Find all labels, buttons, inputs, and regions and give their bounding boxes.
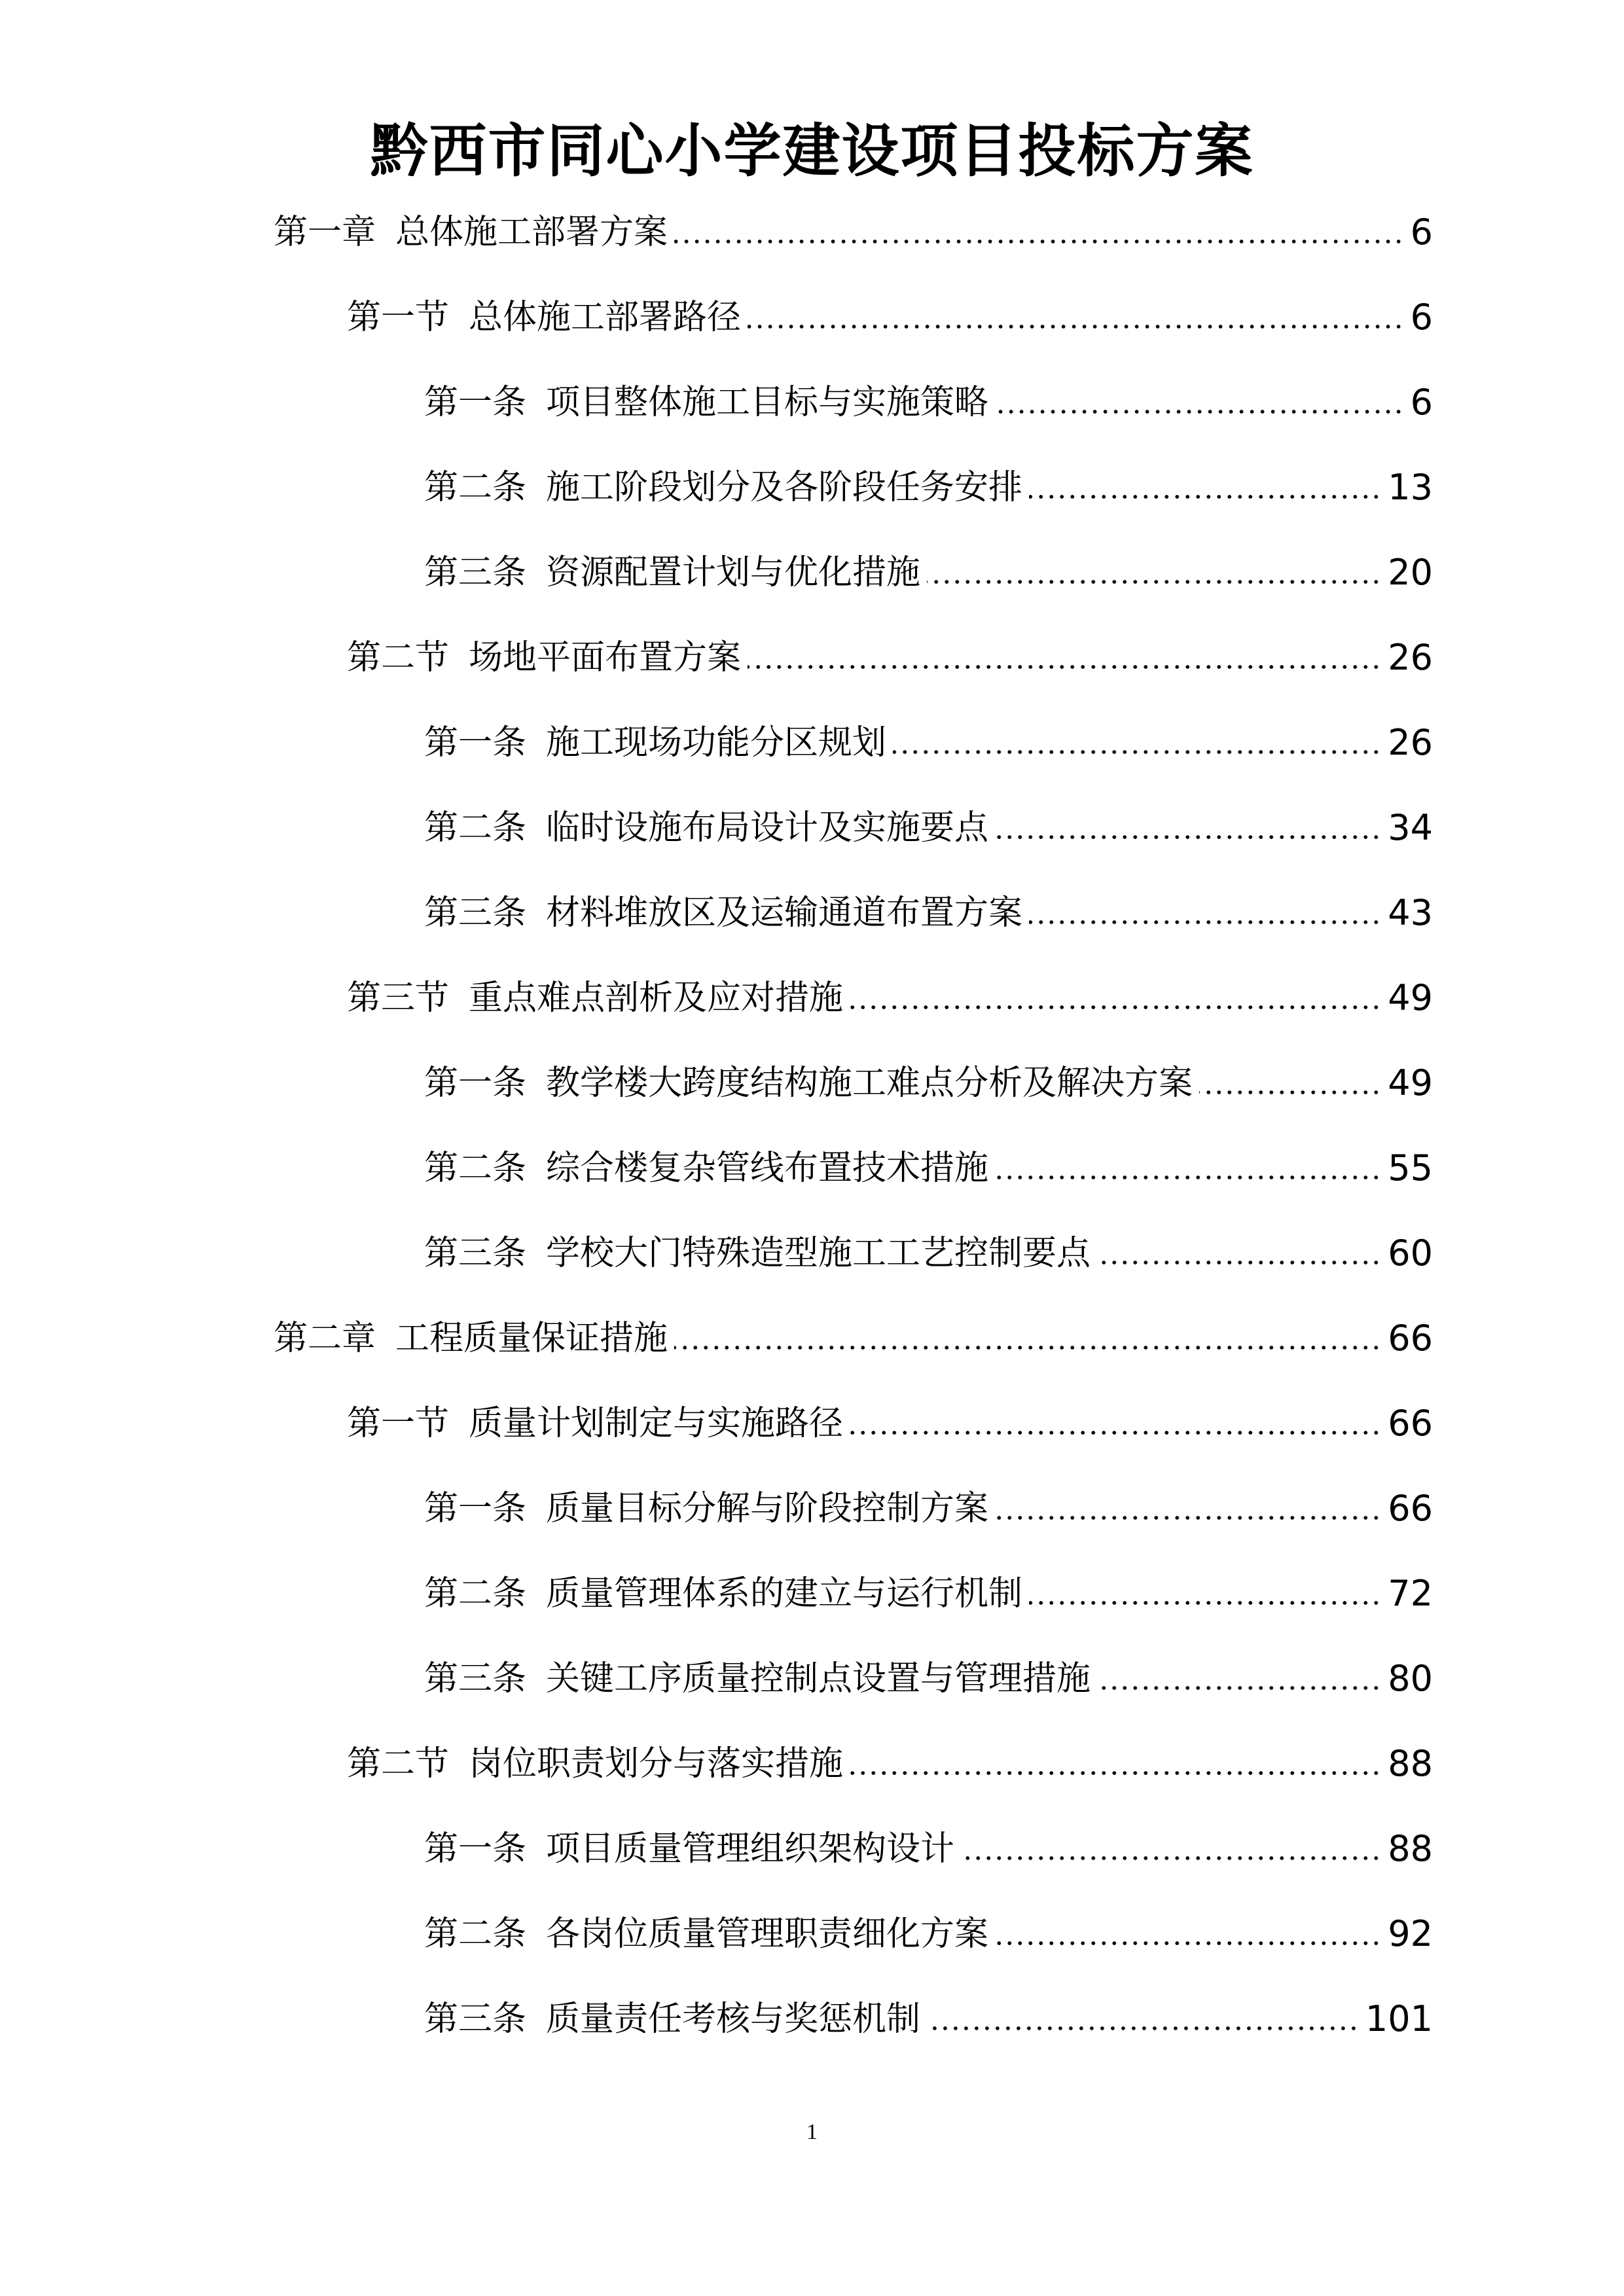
toc-entry-heading: 总体施工部署方案 — [395, 213, 668, 252]
toc-entry-number: 第一条 — [424, 1064, 527, 1103]
toc-entry-number: 第二条 — [424, 1914, 527, 1954]
toc-dot-leader — [1029, 920, 1381, 924]
toc-dot-leader — [1029, 1601, 1381, 1605]
toc-entry-heading: 学校大门特殊造型施工工艺控制要点 — [546, 1234, 1091, 1273]
toc-dot-leader — [1097, 1686, 1381, 1690]
toc-entry-heading: 场地平面布置方案 — [469, 638, 742, 677]
toc-entry[interactable] — [0, 615, 1624, 700]
toc-dot-leader — [927, 580, 1381, 584]
toc-entry[interactable] — [0, 956, 1624, 1041]
table-of-contents — [0, 190, 1624, 2062]
document-title: 黔西市同心小学建设项目投标方案 — [370, 117, 1254, 185]
toc-entry-heading: 工程质量保证措施 — [395, 1319, 668, 1358]
toc-entry-number: 第三节 — [347, 978, 450, 1018]
toc-entry-heading: 综合楼复杂管线布置技术措施 — [546, 1149, 989, 1188]
toc-entry-heading: 教学楼大跨度结构施工难点分析及解决方案 — [546, 1064, 1193, 1103]
toc-entry-number: 第三条 — [424, 553, 527, 592]
toc-dot-leader — [961, 1856, 1381, 1860]
toc-entry-page: 49 — [1388, 1062, 1433, 1103]
toc-entry[interactable] — [0, 1721, 1624, 1806]
toc-entry[interactable] — [0, 360, 1624, 445]
toc-entry[interactable] — [0, 1041, 1624, 1126]
toc-entry[interactable] — [0, 1806, 1624, 1892]
toc-dot-leader — [850, 1005, 1381, 1009]
toc-entry-page: 6 — [1410, 382, 1433, 423]
toc-entry-heading: 临时设施布局设计及实施要点 — [546, 808, 989, 848]
toc-entry-heading: 质量责任考核与奖惩机制 — [546, 2000, 921, 2039]
toc-entry[interactable] — [0, 530, 1624, 615]
toc-entry-page: 49 — [1388, 977, 1433, 1018]
toc-dot-leader — [893, 750, 1381, 754]
toc-entry[interactable] — [0, 1126, 1624, 1211]
toc-entry-page: 20 — [1388, 552, 1433, 593]
toc-dot-leader — [748, 665, 1381, 669]
toc-entry-page: 80 — [1388, 1658, 1433, 1699]
toc-dot-leader — [748, 325, 1404, 329]
toc-entry-heading: 项目质量管理组织架构设计 — [546, 1829, 955, 1869]
toc-dot-leader — [674, 240, 1404, 243]
toc-dot-leader — [1029, 495, 1381, 499]
toc-entry-page: 66 — [1388, 1488, 1433, 1529]
toc-entry[interactable] — [0, 275, 1624, 360]
toc-entry-number: 第二节 — [347, 1744, 450, 1784]
toc-entry[interactable] — [0, 1551, 1624, 1636]
toc-entry-page: 66 — [1388, 1318, 1433, 1359]
toc-dot-leader — [995, 1941, 1381, 1945]
toc-entry-heading: 质量目标分解与阶段控制方案 — [546, 1489, 989, 1528]
toc-entry-heading: 岗位职责划分与落实措施 — [469, 1744, 844, 1784]
toc-entry-number: 第一章 — [274, 213, 376, 252]
toc-entry[interactable] — [0, 190, 1624, 275]
toc-entry[interactable] — [0, 1296, 1624, 1381]
toc-entry-number: 第一节 — [347, 298, 450, 337]
toc-entry-heading: 重点难点剖析及应对措施 — [469, 978, 844, 1018]
toc-entry-page: 72 — [1388, 1573, 1433, 1614]
toc-entry-page: 88 — [1388, 1828, 1433, 1869]
toc-entry-number: 第二条 — [424, 1149, 527, 1188]
toc-entry-number: 第二条 — [424, 808, 527, 848]
toc-entry[interactable] — [0, 1211, 1624, 1296]
toc-entry-page: 34 — [1388, 807, 1433, 848]
toc-entry[interactable] — [0, 1381, 1624, 1466]
toc-entry-page: 6 — [1410, 296, 1433, 338]
toc-entry[interactable] — [0, 870, 1624, 956]
toc-entry-heading: 资源配置计划与优化措施 — [546, 553, 921, 592]
toc-entry-number: 第二条 — [424, 468, 527, 507]
toc-dot-leader — [1097, 1261, 1381, 1265]
toc-entry-number: 第二条 — [424, 1574, 527, 1613]
toc-entry-number: 第三条 — [424, 1234, 527, 1273]
toc-entry[interactable] — [0, 785, 1624, 870]
toc-entry[interactable] — [0, 1892, 1624, 1977]
toc-dot-leader — [674, 1346, 1381, 1350]
toc-entry-number: 第三条 — [424, 893, 527, 933]
toc-entry-page: 92 — [1388, 1913, 1433, 1954]
toc-dot-leader — [1199, 1090, 1381, 1094]
toc-entry-heading: 关键工序质量控制点设置与管理措施 — [546, 1659, 1091, 1698]
toc-entry-heading: 质量管理体系的建立与运行机制 — [546, 1574, 1023, 1613]
toc-entry-page: 55 — [1388, 1147, 1433, 1189]
toc-entry-number: 第一条 — [424, 723, 527, 762]
toc-entry-heading: 施工阶段划分及各阶段任务安排 — [546, 468, 1023, 507]
toc-entry-number: 第三条 — [424, 2000, 527, 2039]
toc-entry-page: 66 — [1388, 1403, 1433, 1444]
toc-dot-leader — [927, 2026, 1359, 2030]
toc-entry-number: 第一条 — [424, 1829, 527, 1869]
toc-entry-heading: 各岗位质量管理职责细化方案 — [546, 1914, 989, 1954]
toc-entry-number: 第二节 — [347, 638, 450, 677]
toc-entry-number: 第三条 — [424, 1659, 527, 1698]
toc-entry-number: 第一节 — [347, 1404, 450, 1443]
toc-dot-leader — [995, 1175, 1381, 1179]
toc-dot-leader — [995, 410, 1404, 414]
toc-entry-heading: 项目整体施工目标与实施策略 — [546, 383, 989, 422]
toc-entry-page: 88 — [1388, 1743, 1433, 1784]
toc-entry-number: 第一条 — [424, 383, 527, 422]
toc-entry-page: 60 — [1388, 1232, 1433, 1274]
toc-entry-page: 43 — [1388, 892, 1433, 933]
toc-entry-page: 26 — [1388, 722, 1433, 763]
toc-entry-page: 101 — [1365, 1998, 1433, 2039]
toc-dot-leader — [995, 835, 1381, 839]
toc-entry-number: 第一条 — [424, 1489, 527, 1528]
toc-entry[interactable] — [0, 1466, 1624, 1551]
toc-entry-heading: 总体施工部署路径 — [469, 298, 742, 337]
toc-entry[interactable] — [0, 445, 1624, 530]
toc-entry[interactable] — [0, 1636, 1624, 1721]
toc-entry-page: 26 — [1388, 637, 1433, 678]
toc-dot-leader — [850, 1771, 1381, 1775]
toc-entry-page: 13 — [1388, 467, 1433, 508]
toc-entry-heading: 质量计划制定与实施路径 — [469, 1404, 844, 1443]
toc-dot-leader — [850, 1431, 1381, 1435]
toc-entry[interactable] — [0, 1977, 1624, 2062]
page-number: 1 — [806, 2120, 818, 2144]
toc-entry-heading: 施工现场功能分区规划 — [546, 723, 887, 762]
toc-entry-heading: 材料堆放区及运输通道布置方案 — [546, 893, 1023, 933]
toc-entry[interactable] — [0, 700, 1624, 785]
toc-entry-page: 6 — [1410, 211, 1433, 253]
toc-dot-leader — [995, 1516, 1381, 1520]
toc-entry-number: 第二章 — [274, 1319, 376, 1358]
